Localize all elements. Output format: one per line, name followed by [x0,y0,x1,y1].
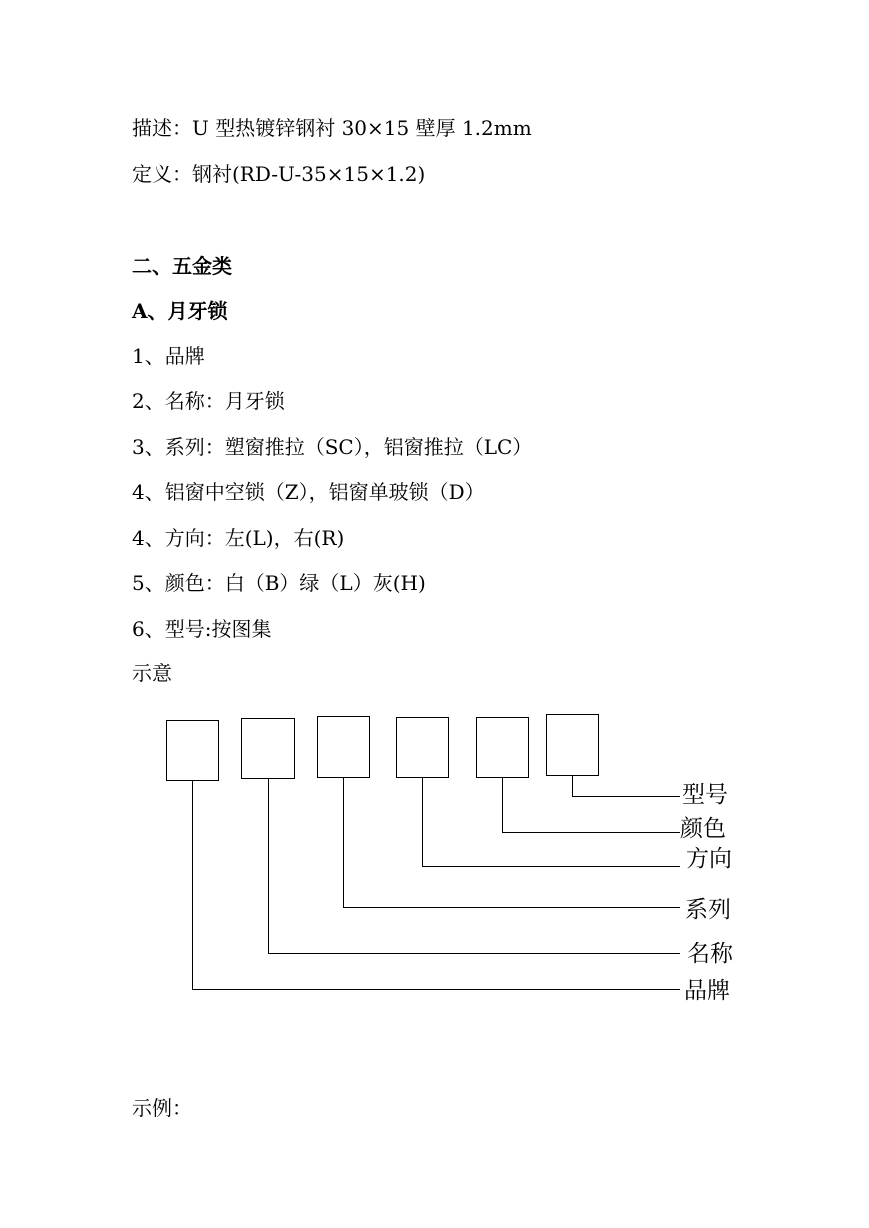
list-item-model: 6、型号:按图集 [132,617,272,641]
list-item-color: 5、颜色：白（B）绿（L）灰(H) [132,571,426,595]
label-color: 颜色 [680,816,726,842]
list-item-series: 3、系列：塑窗推拉（SC），铝窗推拉（LC） [132,435,533,459]
example-label: 示例： [132,1096,192,1120]
subsection-title: A、月牙锁 [132,299,228,323]
box-model [547,715,599,776]
leader-line-model [573,775,681,797]
schematic-label: 示意 [132,661,172,685]
label-series: 系列 [685,897,731,923]
description-text: 描述：U 型热镀锌钢衬 30×15 壁厚 1.2mm [132,116,532,140]
list-item-name: 2、名称：月牙锁 [132,389,285,413]
box-name [242,719,295,779]
section-title: 二、五金类 [132,254,232,278]
list-item-lock-type: 4、铝窗中空锁（Z），铝窗单玻锁（D） [132,480,485,504]
list-item-brand: 1、品牌 [132,344,205,368]
definition-text: 定义：钢衬(RD-U-35×15×1.2) [132,162,426,186]
label-model: 型号 [682,782,728,808]
leader-line-direction [423,777,681,867]
label-brand: 品牌 [684,978,730,1004]
box-series [318,717,370,778]
box-color [477,718,529,778]
leader-line-brand [193,780,681,990]
list-item-direction: 4、方向：左(L)，右(R) [132,526,345,550]
box-direction [397,718,449,778]
leader-line-name [269,778,681,954]
label-direction: 方向 [686,846,732,872]
leader-line-color [503,777,681,833]
box-brand [167,721,219,781]
label-name: 名称 [687,941,733,967]
